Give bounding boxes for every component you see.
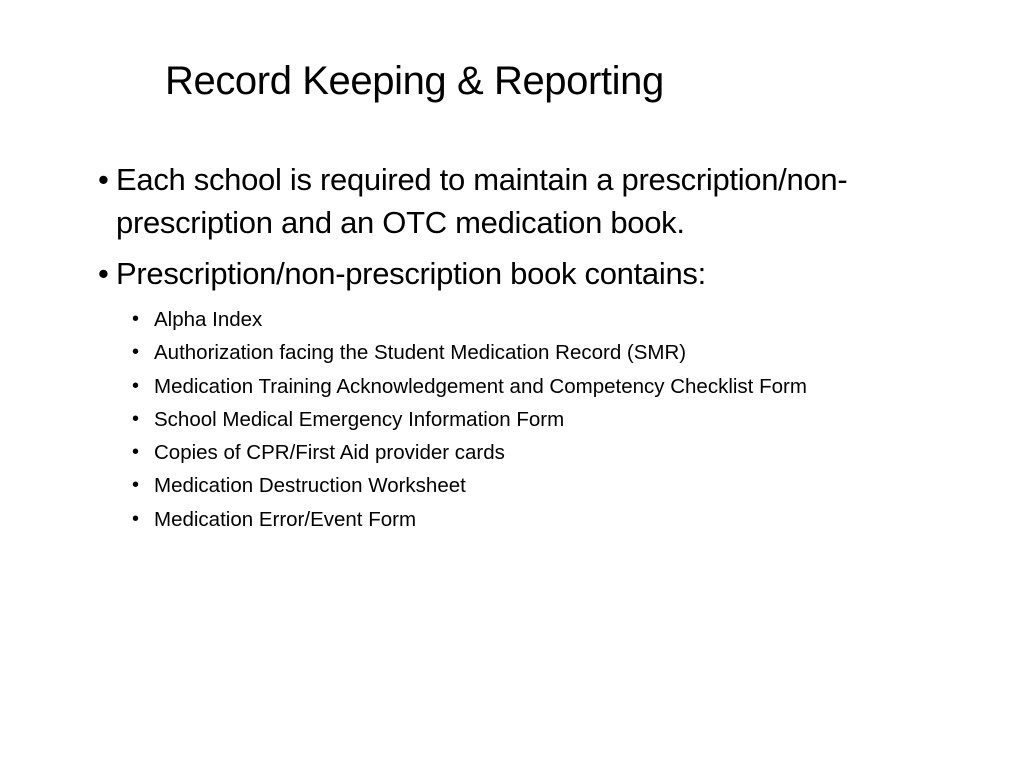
slide-body [98,158,998,536]
bullet-item [98,252,998,295]
bullet-icon: • [98,256,109,291]
bullet-text: Prescription/non-prescription book contains: [116,256,706,291]
sub-bullet-text: Authorization facing the Student Medication Record (SMR) [154,341,687,365]
sub-bullet-item [132,469,998,502]
sub-bullet-text: Alpha Index [154,308,263,331]
sub-bullet-item [132,336,998,369]
sub-bullet-text: School Medical Emergency Information Form [154,407,565,431]
slide-title: Record Keeping & Reporting [165,59,664,103]
sub-bullet-text: Copies of CPR/First Aid provider cards [154,441,505,465]
sub-bullet-icon: • [132,341,140,364]
bullet-text: Each school is required to maintain a prescription/non-prescription and an OTC medication book. [116,162,848,240]
sub-bullet-icon: • [132,407,140,430]
sub-bullet-text: Medication Destruction Worksheet [154,474,466,498]
sub-bullet-icon: • [132,374,140,397]
sub-bullet-icon: • [132,507,140,530]
sub-bullet-text: Medication Training Acknowledgement and Competency Checklist Form [154,374,807,398]
sub-bullet-item [132,370,998,403]
sub-bullet-list [98,303,998,536]
sub-bullet-text: Medication Error/Event Form [154,507,417,531]
sub-bullet-item [132,436,998,469]
sub-bullet-item [132,403,998,436]
sub-bullet-item [132,303,998,336]
sub-bullet-item [132,503,998,536]
bullet-item [98,158,998,244]
bullet-icon: • [98,162,109,197]
sub-bullet-icon: • [132,474,140,497]
sub-bullet-icon: • [132,441,140,464]
sub-bullet-icon: • [132,308,140,330]
